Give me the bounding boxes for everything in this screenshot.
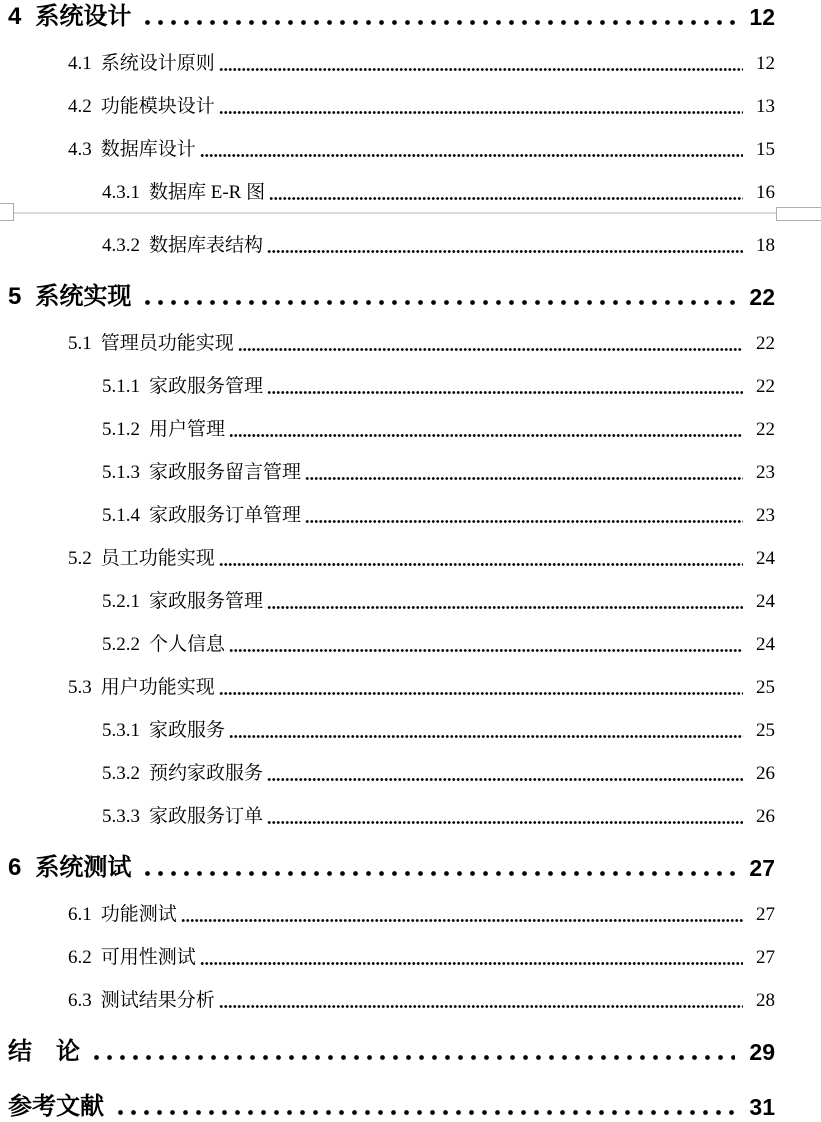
toc-entry-number: 4.1 — [68, 53, 92, 74]
dot-leader — [229, 720, 743, 742]
toc-entry[interactable] — [0, 591, 821, 613]
toc-entry-number: 5.2.1 — [102, 591, 140, 612]
toc-entry[interactable] — [0, 419, 821, 441]
toc-entry[interactable] — [0, 853, 821, 883]
toc-entry-page: 27 — [756, 904, 775, 925]
dot-leader — [219, 96, 743, 118]
toc-entry-title: 用户管理 — [149, 419, 226, 440]
toc-entry-page: 23 — [756, 462, 775, 483]
toc-entry-page: 13 — [756, 96, 775, 117]
dot-leader — [267, 763, 743, 785]
dot-leader — [269, 182, 743, 204]
dot-leader — [141, 2, 735, 32]
toc-entry[interactable] — [0, 1037, 821, 1067]
toc-entry-page: 23 — [756, 505, 775, 526]
toc-entry-title: 个人信息 — [149, 634, 226, 655]
toc-entry-title: 预约家政服务 — [149, 763, 264, 784]
page-break-gap — [0, 203, 821, 223]
page-break-line — [0, 212, 821, 214]
dot-leader — [238, 333, 743, 355]
toc-entry-page: 31 — [749, 1094, 775, 1120]
toc-entry-page: 24 — [756, 548, 775, 569]
toc-entry[interactable] — [0, 376, 821, 398]
dot-leader — [141, 853, 735, 883]
toc-entry-page: 24 — [756, 591, 775, 612]
dot-leader — [305, 462, 743, 484]
toc-entry-number: 4.3.2 — [102, 235, 140, 256]
toc-entry-page: 22 — [756, 333, 775, 354]
toc-entry[interactable] — [0, 2, 821, 32]
toc-entry-title: 系统实现 — [35, 283, 132, 310]
toc-entry-number: 4.3.1 — [102, 182, 140, 203]
toc-entry-page: 22 — [756, 419, 775, 440]
toc-entry-title: 系统设计原则 — [100, 53, 215, 74]
toc-entry-number: 5.3.1 — [102, 720, 140, 741]
toc-entry-title: 可用性测试 — [100, 947, 196, 968]
dot-leader — [200, 139, 743, 161]
toc-entry-number: 5.2.2 — [102, 634, 140, 655]
toc-entry-page: 27 — [756, 947, 775, 968]
toc-entry[interactable] — [0, 1092, 821, 1122]
toc-entry-page: 12 — [756, 53, 775, 74]
toc-entry-number: 5 — [8, 283, 22, 310]
toc-entry-page: 16 — [756, 182, 775, 203]
toc-entry-title: 功能模块设计 — [100, 96, 215, 117]
toc-entry[interactable] — [0, 677, 821, 699]
dot-leader — [114, 1092, 735, 1122]
toc-entry-number: 5.3.2 — [102, 763, 140, 784]
dot-leader — [267, 806, 743, 828]
toc-entry-page: 29 — [749, 1039, 775, 1065]
toc-entry[interactable] — [0, 139, 821, 161]
toc-entry-number: 5.1.1 — [102, 376, 140, 397]
dot-leader — [267, 591, 743, 613]
page-margin-mark-left — [0, 203, 14, 221]
toc-entry-title: 用户功能实现 — [100, 677, 215, 698]
toc-entry-number: 5.3 — [68, 677, 92, 698]
toc-entry-number: 4.3 — [68, 139, 92, 160]
dot-leader — [219, 677, 743, 699]
toc-entry-number: 5.1.4 — [102, 505, 140, 526]
toc-entry-page: 28 — [756, 990, 775, 1011]
toc-entry-title: 系统设计 — [35, 3, 132, 30]
toc-entry-title: 参考文献 — [8, 1093, 104, 1120]
toc-entry-page: 22 — [749, 284, 775, 310]
toc-entry[interactable] — [0, 235, 821, 257]
toc-entry-title: 数据库设计 — [100, 139, 196, 160]
dot-leader — [229, 419, 743, 441]
toc-entry[interactable] — [0, 548, 821, 570]
toc-entry[interactable] — [0, 282, 821, 312]
dot-leader — [267, 376, 743, 398]
toc-entry-title: 家政服务订单 — [149, 806, 264, 827]
toc-entry-page: 22 — [756, 376, 775, 397]
toc-entry[interactable] — [0, 763, 821, 785]
dot-leader — [219, 53, 743, 75]
dot-leader — [219, 548, 743, 570]
toc-entry[interactable] — [0, 462, 821, 484]
page-margin-mark-right — [776, 207, 821, 221]
toc-entry-title: 家政服务管理 — [149, 376, 264, 397]
toc-entry-title: 家政服务管理 — [149, 591, 264, 612]
toc-entry[interactable] — [0, 182, 821, 204]
toc-entry-title: 家政服务留言管理 — [149, 462, 302, 483]
toc-entry[interactable] — [0, 333, 821, 355]
toc-entry[interactable] — [0, 990, 821, 1012]
toc-entry-page: 24 — [756, 634, 775, 655]
toc-entry-page: 26 — [756, 763, 775, 784]
toc-entry-page: 15 — [756, 139, 775, 160]
toc-entry-page: 25 — [756, 677, 775, 698]
toc-entry[interactable] — [0, 904, 821, 926]
toc-entry-number: 5.1 — [68, 333, 92, 354]
toc-entry-number: 6 — [8, 854, 22, 881]
toc-entry[interactable] — [0, 720, 821, 742]
toc-entry-page: 26 — [756, 806, 775, 827]
toc-entry-number: 5.1.3 — [102, 462, 140, 483]
toc-entry-number: 6.1 — [68, 904, 92, 925]
dot-leader — [90, 1037, 735, 1067]
toc-entry-number: 4 — [8, 3, 22, 30]
dot-leader — [181, 904, 743, 926]
toc-entry-number: 5.1.2 — [102, 419, 140, 440]
toc-entry-number: 6.2 — [68, 947, 92, 968]
toc-entry-page: 12 — [749, 4, 775, 30]
toc-entry-number: 6.3 — [68, 990, 92, 1011]
toc-entry-page: 25 — [756, 720, 775, 741]
toc-entry[interactable] — [0, 806, 821, 828]
toc-entry-title: 家政服务订单管理 — [149, 505, 302, 526]
toc-entry-title: 员工功能实现 — [100, 548, 215, 569]
toc-entry-title: 数据库 E-R 图 — [149, 182, 266, 203]
dot-leader — [200, 947, 743, 969]
toc-entry-title: 功能测试 — [100, 904, 177, 925]
toc-entry-title: 家政服务 — [149, 720, 226, 741]
toc-entry-title: 系统测试 — [35, 854, 132, 881]
toc-entry-page: 27 — [749, 855, 775, 881]
toc-entry-number: 5.3.3 — [102, 806, 140, 827]
toc-entry-number: 5.2 — [68, 548, 92, 569]
toc-entry-title: 管理员功能实现 — [100, 333, 234, 354]
toc-entry[interactable] — [0, 505, 821, 527]
dot-leader — [229, 634, 743, 656]
toc-entry[interactable] — [0, 947, 821, 969]
toc-entry-number: 4.2 — [68, 96, 92, 117]
toc-entry-title: 数据库表结构 — [149, 235, 264, 256]
dot-leader — [141, 282, 735, 312]
toc-entry-page: 18 — [756, 235, 775, 256]
dot-leader — [305, 505, 743, 527]
toc-entry[interactable] — [0, 634, 821, 656]
toc-entry[interactable] — [0, 96, 821, 118]
dot-leader — [267, 235, 743, 257]
dot-leader — [219, 990, 743, 1012]
toc-entry-title: 结 论 — [8, 1038, 80, 1065]
toc-entry-title: 测试结果分析 — [100, 990, 215, 1011]
toc-entry[interactable] — [0, 53, 821, 75]
